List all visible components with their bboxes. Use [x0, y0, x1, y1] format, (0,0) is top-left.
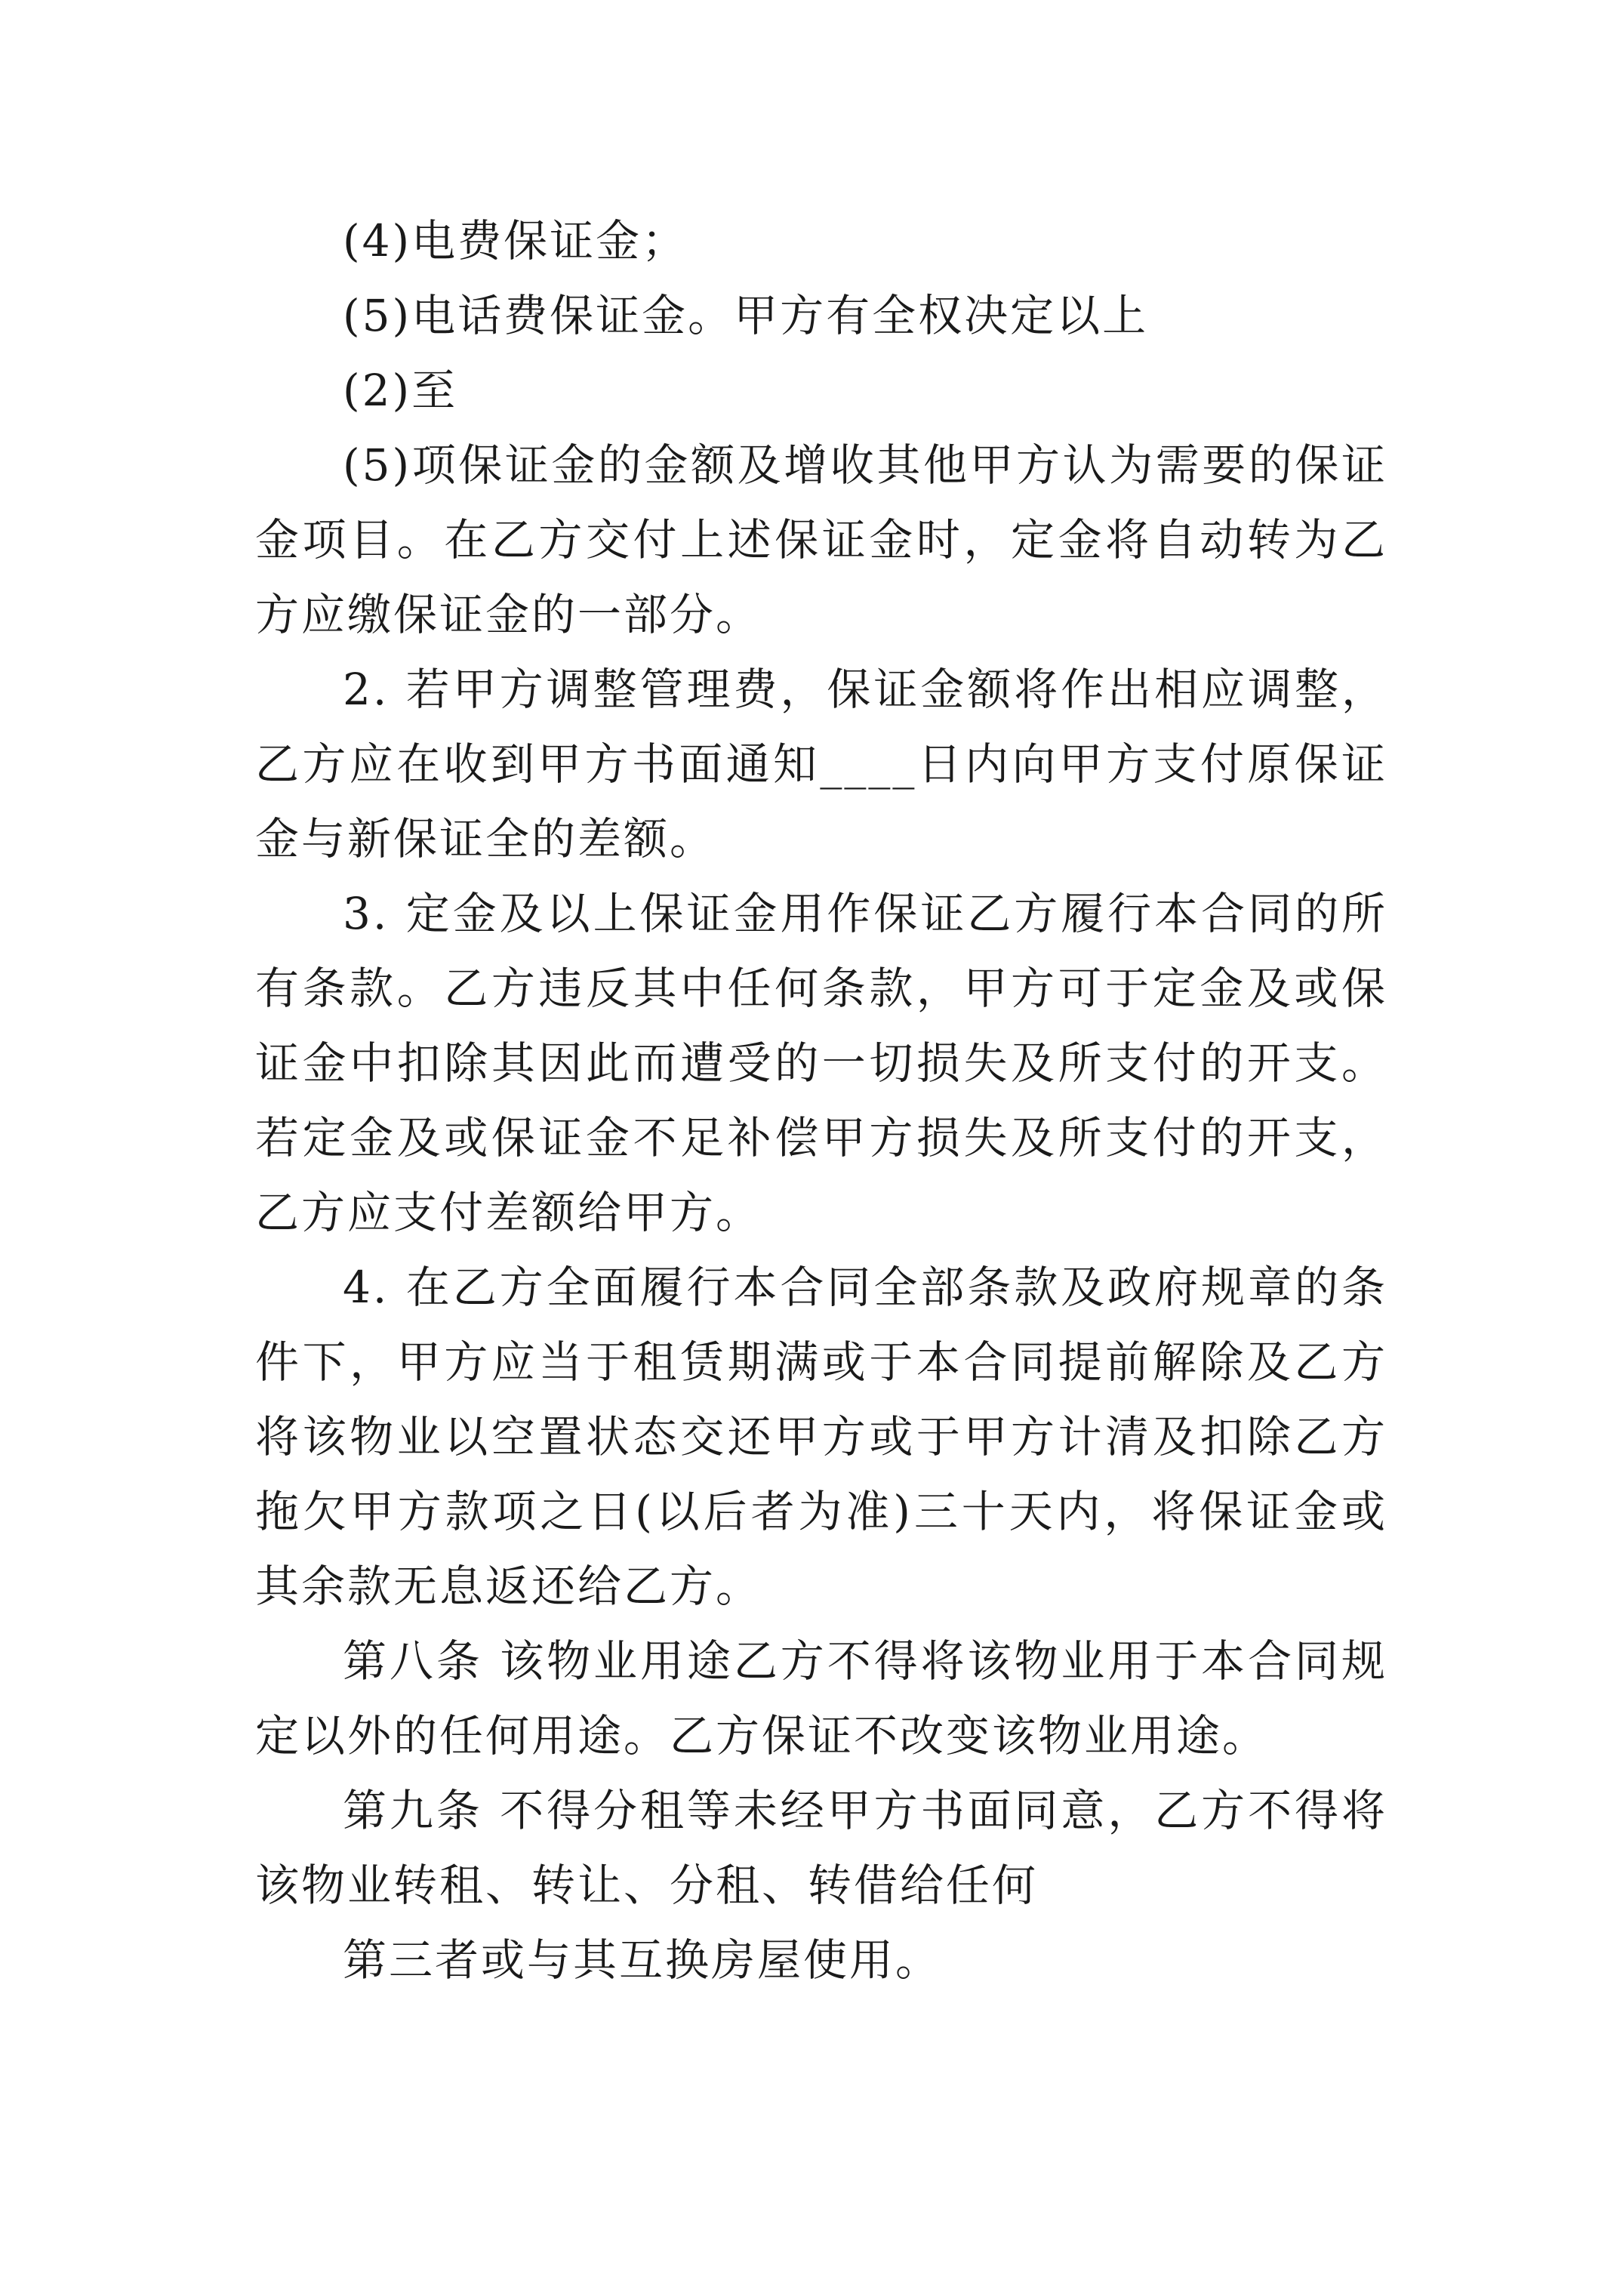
- paragraph-7: 4. 在乙方全面履行本合同全部条款及政府规章的条件下，甲方应当于租赁期满或于本合同提前解除及乙方将该物业以空置状态交还甲方或于甲方计清及扣除乙方拖欠甲方款项之日(以后者为准)三十天内，将保证金或其余款无息返还给乙方。: [255, 1262, 1387, 1612]
- paragraph-5: 2. 若甲方调整管理费，保证金额将作出相应调整，乙方应在收到甲方书面通知____日内向甲方支付原保证金与新保证全的差额。: [255, 664, 1387, 864]
- paragraph-9: 第九条 不得分租等未经甲方书面同意，乙方不得将该物业转租、转让、分租、转借给任何: [255, 1785, 1387, 1911]
- paragraph-3: (2)至: [343, 365, 458, 416]
- paragraph-2: (5)电话费保证金。甲方有全权决定以上: [343, 290, 1149, 341]
- paragraph-10: 第三者或与其互换房屋使用。: [343, 1934, 942, 1986]
- paragraph-8: 第八条 该物业用途乙方不得将该物业用于本合同规定以外的任何用途。乙方保证不改变该物业用途。: [255, 1635, 1387, 1761]
- paragraph-6: 3. 定金及以上保证金用作保证乙方履行本合同的所有条款。乙方违反其中任何条款，甲方可于定金及或保证金中扣除其因此而遭受的一切损失及所支付的开支。若定金及或保证金不足补偿甲方损失及所支付的开支，乙方应支付差额给甲方。: [255, 888, 1387, 1238]
- paragraph-4: (5)项保证金的金额及增收其他甲方认为需要的保证金项目。在乙方交付上述保证金时，定金将自动转为乙方应缴保证金的一部分。: [255, 439, 1387, 640]
- paragraph-1: (4)电费保证金；: [343, 215, 688, 267]
- document-body: [255, 204, 1387, 1998]
